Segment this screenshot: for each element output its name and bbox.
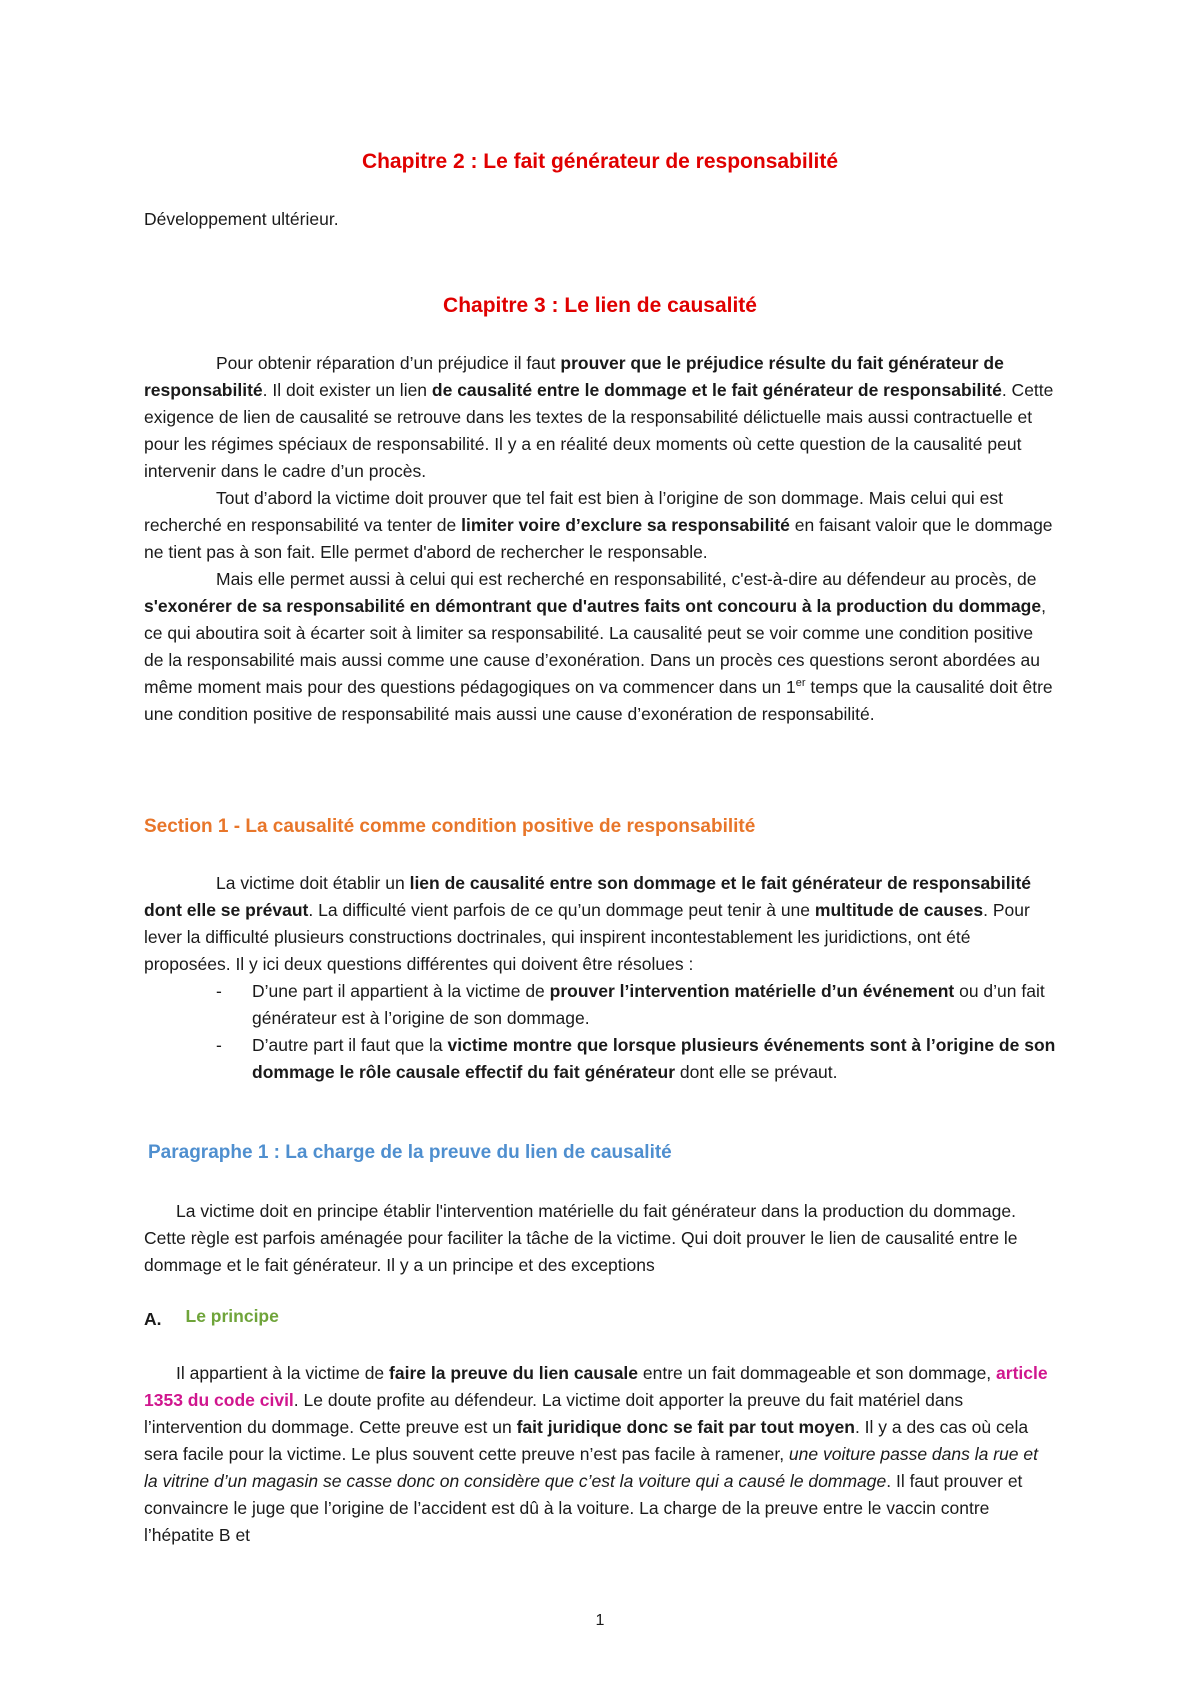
- paragraph1-title: Paragraphe 1 : La charge de la preuve du lien de causalité: [148, 1142, 672, 1163]
- chapter3-paragraph-3: Mais elle permet aussi à celui qui est recherché en responsabilité, c'est-à-dire au défendeur au procès, de s'exonérer de sa responsabilité en démontrant que d'autres faits ont concouru à la production du dommage, ce qui aboutira soit à écarter soit à limiter sa responsabilité. La causalité peut se voir comme une condition positive de la responsabilité mais aussi comme une cause d’exonération. Dans un procès ces questions seront abordées au même moment mais pour des questions pédagogiques on va commencer dans un 1er temps que la causalité doit être une condition positive de responsabilité mais aussi une cause d’exonération de responsabilité.: [144, 569, 1053, 724]
- chapter2-title: Chapitre 2 : Le fait générateur de responsabilité: [361, 150, 839, 173]
- page-number: 1: [595, 1612, 605, 1629]
- chapter3-title: Chapitre 3 : Le lien de causalité: [443, 294, 757, 317]
- list-item: - D’autre part il faut que la victime montre que lorsque plusieurs événements sont à l’origine de son dommage le rôle causale effectif du fait générateur dont elle se prévaut.: [216, 1035, 1056, 1082]
- subsection-a-heading: [144, 1306, 1056, 1333]
- article-reference: article 1353 du code civil: [144, 1363, 1048, 1410]
- section1-text: [144, 870, 1056, 1086]
- list-item: - D’une part il appartient à la victime de prouver l’intervention matérielle d’un événement ou d’un fait générateur est à l’origine de son dommage.: [216, 981, 1045, 1028]
- paragraph1-body: La victime doit en principe établir l'intervention matérielle du fait générateur dans la production du dommage. Cette règle est parfois aménagée pour faciliter la tâche de la victime. Qui doit prouver le lien de causalité entre le dommage et le fait générateur. Il y a un principe et des exceptions: [144, 1201, 1018, 1275]
- chapter3-paragraph-2: Tout d’abord la victime doit prouver que tel fait est bien à l’origine de son dommage. Mais celui qui est recherché en responsabilité va tenter de limiter voire d’exclure sa responsabilité en faisant valoir que le dommage ne tient pas à son fait. Elle permet d'abord de rechercher le responsable.: [144, 488, 1053, 562]
- subsection-a-paragraph: Il appartient à la victime de faire la preuve du lien causale entre un fait dommageable et son dommage, article 1353 du code civil. Le doute profite au défendeur. La victime doit apporter la preuve du fait matériel dans l’intervention du dommage. Cette preuve est un fait juridique donc se fait par tout moyen. Il y a des cas où cela sera facile pour la victime. Le plus souvent cette preuve n’est pas facile à ramener, une voiture passe dans la rue et la vitrine d’un magasin se casse donc on considère que c’est la voiture qui a causé le dommage. Il faut prouver et convaincre le juge que l’origine de l’accident est dû à la voiture. La charge de la preuve entre le vaccin contre l’hépatite B et: [144, 1363, 1048, 1545]
- subsection-a-letter: A.: [144, 1309, 162, 1329]
- section1-title: Section 1 - La causalité comme condition positive de responsabilité: [144, 816, 756, 837]
- section1-paragraph-1: La victime doit établir un lien de causalité entre son dommage et le fait générateur de responsabilité dont elle se prévaut. La difficulté vient parfois de ce qu’un dommage peut tenir à une multitude de causes. Pour lever la difficulté plusieurs constructions doctrinales, qui inspirent incontestablement les juridictions, ont été proposées. Il y ici deux questions différentes qui doivent être résolues :: [144, 873, 1032, 974]
- subsection-a-title: Le principe: [185, 1306, 279, 1326]
- chapter3-paragraph-1: Pour obtenir réparation d’un préjudice il faut prouver que le préjudice résulte du fait générateur de responsabilité. Il doit exister un lien de causalité entre le dommage et le fait générateur de responsabilité. Cette exigence de lien de causalité se retrouve dans les textes de la responsabilité délictuelle mais aussi contractuelle et pour les régimes spéciaux de responsabilité. Il y a en réalité deux moments où cette question de la causalité peut intervenir dans le cadre d’un procès.: [144, 353, 1054, 481]
- chapter3-text: [144, 350, 1056, 728]
- section1-bullet-list: [144, 978, 1056, 1086]
- subsection-a-text: [144, 1360, 1056, 1549]
- chapter2-body: Développement ultérieur.: [144, 209, 339, 229]
